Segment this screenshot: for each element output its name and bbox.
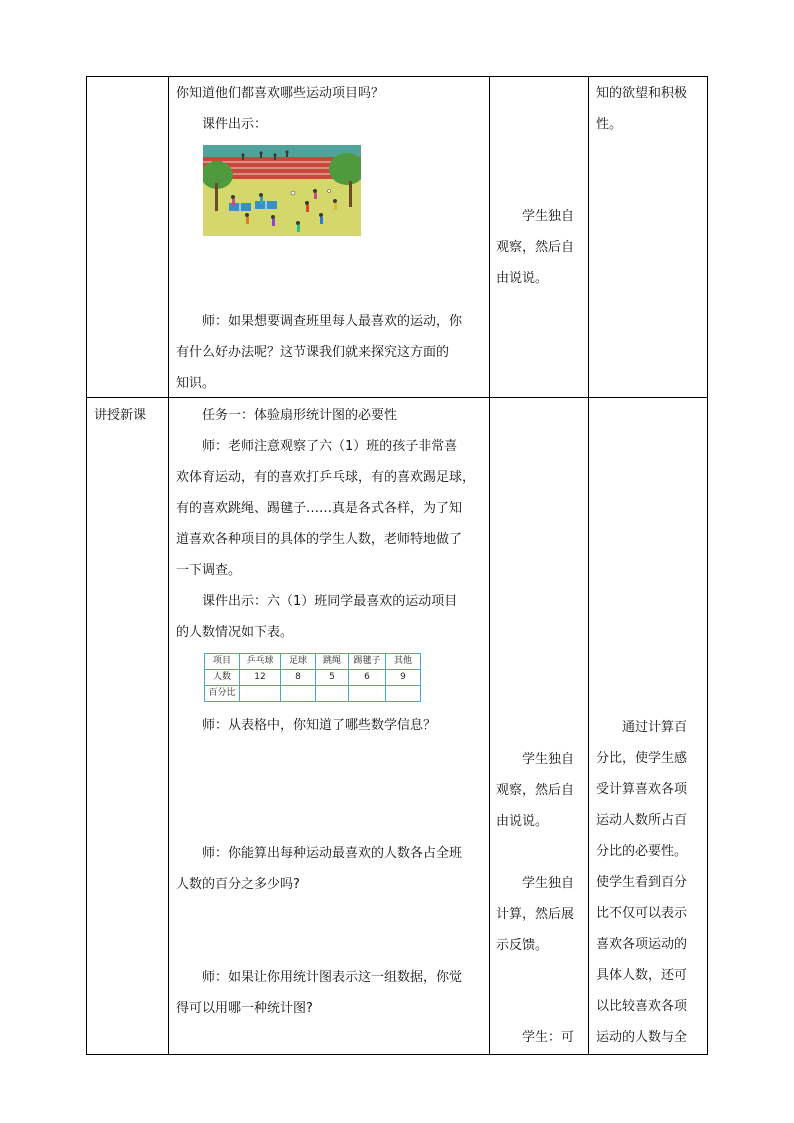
- row1-content-line: 课件出示：: [202, 117, 268, 132]
- row2-intent-line: 具体人数，还可: [596, 968, 688, 983]
- table-bottom-border: [86, 1054, 708, 1055]
- row2-student-line: 计算，然后展: [496, 907, 575, 922]
- row2-student-line: 学生独自: [522, 876, 575, 891]
- survey-percent-cell: [386, 686, 421, 702]
- row2-intent-line: 运动的人数与全: [596, 1030, 688, 1045]
- row2-content-cell: [176, 400, 486, 648]
- row2-intent-line: 运动人数所占百: [596, 813, 688, 828]
- survey-count-cell: 8: [281, 670, 316, 686]
- row2-intent-line: 使学生看到百分: [596, 875, 688, 890]
- row1-content-cell: [176, 78, 486, 140]
- row2-student-line: 学生独自: [522, 752, 575, 767]
- playground-illustration-svg: [203, 145, 361, 236]
- survey-header-cell: 项目: [205, 654, 240, 670]
- row2-content-cell-3: [176, 838, 486, 900]
- row2-content-line: 人数的百分之多少吗?: [176, 877, 300, 892]
- row2-student-line: 观察，然后自: [496, 783, 575, 798]
- row1-intent-cell: [596, 78, 706, 140]
- row1-student-line: 观察，然后自: [496, 240, 575, 255]
- row2-student-cell-3: [496, 1022, 588, 1053]
- row1-content-line: 知识。: [176, 376, 216, 391]
- row2-student-cell: [496, 744, 588, 837]
- survey-row-label: 人数: [205, 670, 240, 686]
- row1-content-line: 师：如果想要调查班里每人最喜欢的运动，你: [202, 314, 463, 329]
- table-col-divider-3: [588, 76, 589, 1055]
- row1-intent-line: 性。: [596, 117, 623, 132]
- process-label: 讲授新课: [94, 408, 147, 423]
- table-col-divider-1: [168, 76, 169, 1055]
- task-title: 任务一：体验扇形统计图的必要性: [202, 408, 398, 423]
- row2-content-cell-2: [176, 710, 486, 741]
- row2-content-line: 师：老师注意观察了六（1）班的孩子非常喜: [202, 439, 458, 454]
- survey-header-cell: 乒乓球: [240, 654, 281, 670]
- row1-content-line: 你知道他们都喜欢哪些运动项目吗？: [176, 86, 385, 101]
- survey-header-cell: 足球: [281, 654, 316, 670]
- row2-intent-line: 分比的必要性。: [596, 844, 688, 859]
- row2-student-line: 学生：可: [522, 1030, 575, 1045]
- row2-intent-line: 喜欢各项运动的: [596, 937, 688, 952]
- survey-header-cell: 跳绳: [316, 654, 349, 670]
- row2-intent-line: 分比，使学生感: [596, 751, 688, 766]
- survey-table: [204, 653, 421, 702]
- survey-table-header-row: [205, 654, 421, 670]
- row2-intent-cell: [596, 712, 706, 1053]
- row2-student-line: 示反馈。: [496, 938, 549, 953]
- row2-intent-line: 通过计算百: [622, 720, 688, 735]
- table-top-border: [86, 76, 708, 77]
- row1-content-line: 有什么好办法呢？这节课我们就来探究这方面的: [176, 345, 450, 360]
- row2-student-line: 由说说。: [496, 814, 549, 829]
- survey-header-cell: 踢毽子: [349, 654, 386, 670]
- row2-content-cell-4: [176, 962, 486, 1024]
- row2-content-line: 师：你能算出每种运动最喜欢的人数各占全班: [202, 846, 463, 861]
- row2-content-line: 欢体育运动，有的喜欢打乒乓球，有的喜欢踢足球，: [176, 470, 476, 485]
- survey-row-label: 百分比: [205, 686, 240, 702]
- table-left-border: [86, 76, 87, 1055]
- survey-percent-cell: [316, 686, 349, 702]
- row2-content-line: 有的喜欢跳绳、踢毽子……真是各式各样，为了知: [176, 501, 463, 516]
- row2-student-cell-2: [496, 868, 588, 961]
- row2-content-line: 师：如果让你用统计图表示这一组数据，你觉: [202, 970, 463, 985]
- survey-percent-cell: [349, 686, 386, 702]
- row2-intent-line: 受计算喜欢各项: [596, 782, 688, 797]
- row2-content-line: 道喜欢各种项目的具体的学生人数，老师特地做了: [176, 532, 463, 547]
- row1-student-line: 由说说。: [496, 271, 549, 286]
- survey-count-cell: 5: [316, 670, 349, 686]
- row1-student-line: 学生独自: [522, 209, 575, 224]
- row2-intent-line: 比不仅可以表示: [596, 906, 688, 921]
- row2-content-line: 师：从表格中，你知道了哪些数学信息？: [202, 718, 437, 733]
- row1-student-cell: [496, 201, 588, 294]
- survey-percent-cell: [240, 686, 281, 702]
- survey-count-cell: 12: [240, 670, 281, 686]
- table-col-divider-2: [489, 76, 490, 1055]
- row2-content-line: 得可以用哪一种统计图?: [176, 1001, 313, 1016]
- survey-table-count-row: [205, 670, 421, 686]
- row2-process-cell: [94, 400, 166, 431]
- survey-table-percent-row: [205, 686, 421, 702]
- row2-intent-line: 以比较喜欢各项: [596, 999, 688, 1014]
- survey-count-cell: 6: [349, 670, 386, 686]
- table-right-border: [707, 76, 708, 1055]
- row2-content-line: 课件出示：六（1）班同学最喜欢的运动项目: [202, 594, 458, 609]
- survey-percent-cell: [281, 686, 316, 702]
- row1-content-cell-2: [176, 306, 486, 399]
- row2-content-line: 一下调查。: [176, 563, 242, 578]
- survey-header-cell: 其他: [386, 654, 421, 670]
- row1-intent-line: 知的欲望和积极: [596, 86, 688, 101]
- row2-content-line: 的人数情况如下表。: [176, 625, 294, 640]
- survey-count-cell: 9: [386, 670, 421, 686]
- playground-illustration: [203, 145, 361, 236]
